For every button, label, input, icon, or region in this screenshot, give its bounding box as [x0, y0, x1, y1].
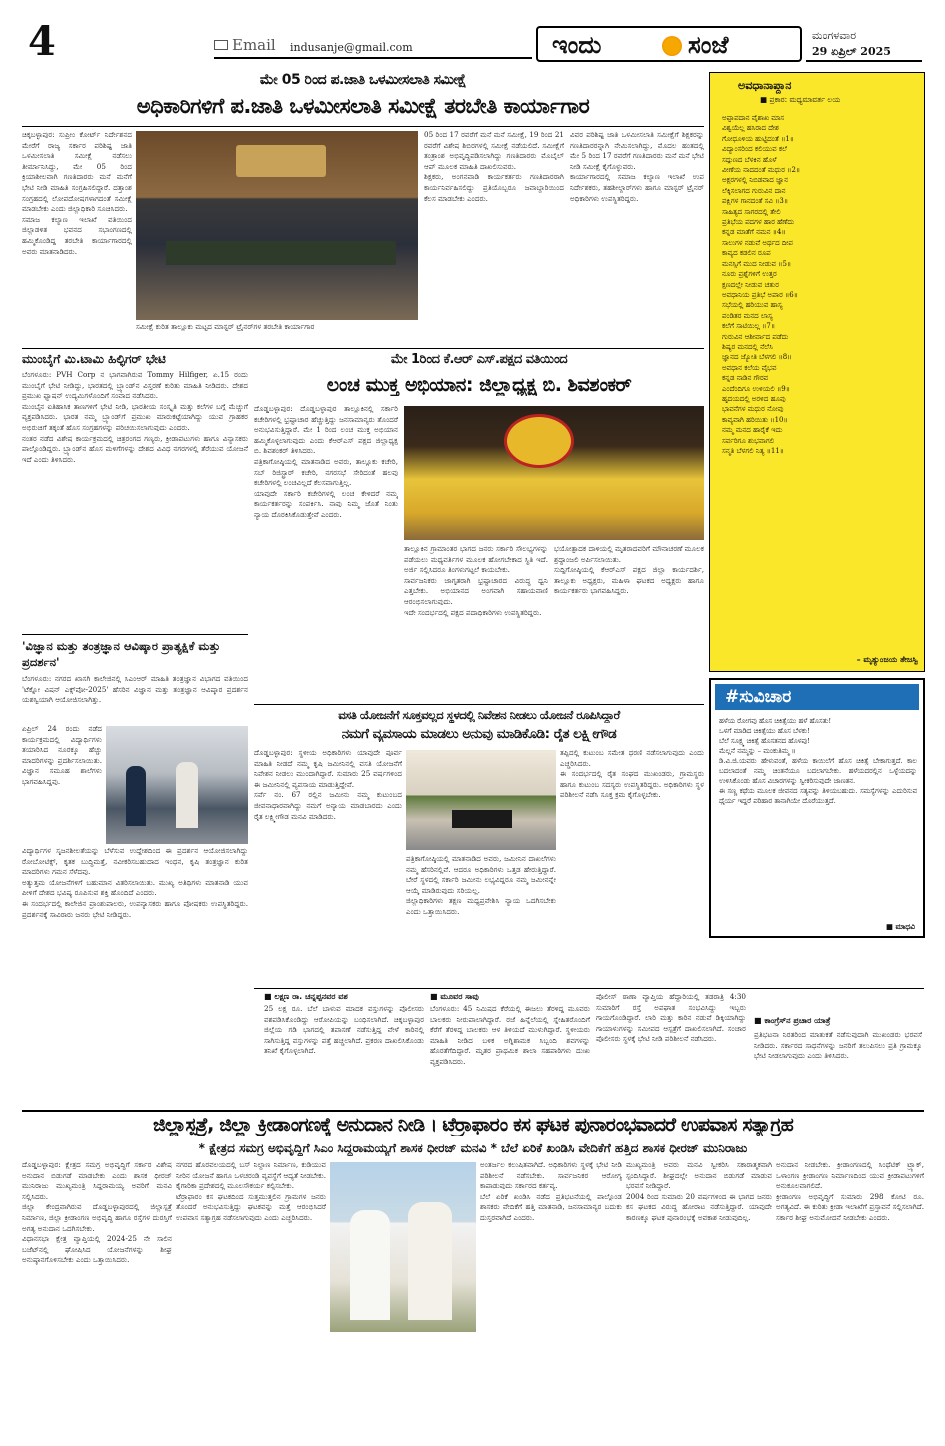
lokayukta-headline: ಲಂಚ ಮುಕ್ತ ಅಭಿಯಾನ: ಜಿಲ್ಲಾಧ್ಯಕ್ಷ ಬಿ. ಶಿವಶಂಕರ್ [326, 374, 632, 396]
bottom-top-rule [22, 1110, 924, 1112]
poem-author: – ಮೃತ್ಯುಂಜಯ ತೇಜಸ್ವಿ [856, 655, 918, 664]
thought-box [709, 678, 925, 938]
farmer-col1: ದೊಡ್ಡಬಳ್ಳಾಪುರ: ಸ್ಥಳೀಯ ಅಧಿಕಾರಿಗಳು ಯಾವುದೇ ಪೂರ್ವ ಮಾಹಿತಿ ನೀಡದೆ ನಮ್ಮ ಕೃಷಿ ಜಮೀನಿನಲ್ಲಿ ವಸತಿ ಯೋಜನೆಗೆ ನಿವೇಶನ ನೀಡಲು ಮುಂದಾಗಿದ್ದಾರೆ. ಸುಮಾರು 25 ವರ್ಷಗಳಿಂದ ಈ ಜಮೀನಿನಲ್ಲಿ ವ್ಯವಸಾಯ ಮಾಡುತ್ತಿದ್ದೇವೆ. ಸರ್ವೆ ನಂ. 67 ರಲ್ಲಿನ ಜಮೀನು ನಮ್ಮ ಕುಟುಂಬದ ಜೀವನಾಧಾರವಾಗಿದ್ದು ನಮಗೆ ಅನ್ಯಾಯ ಮಾಡಬಾರದು ಎಂದು ರೈತ ಲಕ್ಷ್ಮೀಗೌಡ ಮನವಿ ಮಾಡಿದರು. [254, 748, 402, 821]
page-number: 4 [28, 18, 56, 65]
masthead-rule-right [806, 60, 922, 62]
logo-text-left: ಇಂದು [552, 31, 602, 59]
bottom-col1: ದೊಡ್ಡಬಳ್ಳಾಪುರ: ಕ್ಷೇತ್ರದ ಸಮಗ್ರ ಅಭಿವೃದ್ಧಿಗೆ ಸರ್ಕಾರ ವಿಶೇಷ ಅನುದಾನ ಬಿಡುಗಡೆ ಮಾಡಬೇಕು ಎಂದು ಶಾಸಕ ಧೀರಜ್ ಮುನಿರಾಜು ಮುಖ್ಯಮಂತ್ರಿ ಸಿದ್ದರಾಮಯ್ಯ ಅವರಿಗೆ ಮನವಿ ಸಲ್ಲಿಸಿದರು. ಜಿಲ್ಲಾ ಕೇಂದ್ರವಾಗಿರುವ ದೊಡ್ಡಬಳ್ಳಾಪುರದಲ್ಲಿ ಜಿಲ್ಲಾಸ್ಪತ್ರೆ ನಿರ್ಮಾಣ, ಜಿಲ್ಲಾ ಕ್ರೀಡಾಂಗಣ ಅಭಿವೃದ್ಧಿ ಹಾಗೂ ರಸ್ತೆಗಳ ದುರಸ್ತಿಗೆ ಅಗತ್ಯ ಅನುದಾನ ಒದಗಿಸಬೇಕು. ವಿಧಾನಸಭಾ ಕ್ಷೇತ್ರ ವ್ಯಾಪ್ತಿಯಲ್ಲಿ 2024-25 ನೇ ಸಾಲಿನ ಬಜೆಟ್‌ನಲ್ಲಿ ಘೋಷಿಸಿದ ಯೋಜನೆಗಳನ್ನು ಶೀಘ್ರ ಅನುಷ್ಠಾನಗೊಳಿಸಬೇಕು ಎಂದು ಒತ್ತಾಯಿಸಿದರು. [22, 1160, 172, 1265]
farmer-col2: ಪತ್ರಿಕಾಗೋಷ್ಠಿಯಲ್ಲಿ ಮಾತನಾಡಿದ ಅವರು, ಜಮೀನಿನ ದಾಖಲೆಗಳು ನಮ್ಮ ಹೆಸರಿನಲ್ಲಿವೆ. ಆದರೂ ಅಧಿಕಾರಿಗಳು ಒತ್ತಡ ಹೇರುತ್ತಿದ್ದಾರೆ. ಬೇರೆ ಸ್ಥಳದಲ್ಲಿ ಸರ್ಕಾರಿ ಜಮೀನು ಲಭ್ಯವಿದ್ದರೂ ನಮ್ಮ ಜಮೀನನ್ನೇ ಆಯ್ಕೆ ಮಾಡಿರುವುದು ಸರಿಯಲ್ಲ. ಜಿಲ್ಲಾಧಿಕಾರಿಗಳು ತಕ್ಷಣ ಮಧ್ಯಪ್ರವೇಶಿಸಿ ನ್ಯಾಯ ಒದಗಿಸಬೇಕು ಎಂದು ಒತ್ತಾಯಿಸಿದರು. [406, 854, 556, 916]
email-address: indusanje@gmail.com [290, 41, 413, 54]
science-photo [106, 726, 248, 844]
masthead-rule-left [214, 57, 532, 59]
thought-body: ಹಳೆಯ ರೋಗವು ಹೊಸ ಚಿಕಿತ್ಸೆಯು ಹಳೆ ಹೊಸತು! ಒಳಗೆ ಮಾಡಿದ ಚಿಕಿತ್ಸೆಯು ಹೊಸ ಬೆಳಕು! ಬೆಲೆ ಸೂಕ್ಷ್ಮ ಚಿಕಿತ್ಸೆ ಹೊಸತನದ ಹೊಳಪು! ಮೆಲ್ಲನೆ ನಮ್ಮನ್ನು – ಮಂಕುತಿಮ್ಮ ॥ ಡಿ.ವಿ.ಜಿ.ಯವರು ಹೇಳುವಂತೆ, ಹಳೆಯ ಕಾಯಿಲೆಗೆ ಹೊಸ ಚಿಕಿತ್ಸೆ ಬೇಕಾಗುತ್ತದೆ. ಕಾಲ ಬದಲಾದಂತೆ ನಮ್ಮ ಚಿಂತನೆಯೂ ಬದಲಾಗಬೇಕು. ಹಳೆಯದರಲ್ಲಿನ ಒಳ್ಳೆಯದನ್ನು ಉಳಿಸಿಕೊಂಡು ಹೊಸ ವಿಚಾರಗಳನ್ನು ಸ್ವೀಕರಿಸುವುದೇ ಜಾಣತನ. ಈ ಸಣ್ಣ ಕಥೆಯ ಮೂಲಕ ಜೀವನದ ಸತ್ಯವನ್ನು ತಿಳಿಯಬಹುದು. ಸಮಸ್ಯೆಗಳನ್ನು ಎದುರಿಸುವ ಧೈರ್ಯ ಇದ್ದರೆ ಪರಿಹಾರ ತಾನಾಗಿಯೇ ದೊರೆಯುತ್ತದೆ. [719, 717, 917, 805]
mumbai-rule [22, 634, 248, 635]
mumbai-body: ಬೆಂಗಳೂರು: PVH Corp ನ ಭಾಗವಾಗಿರುವ Tommy Hilfiger, ಏ.15 ರಂದು ಮುಂಬೈಗೆ ಭೇಟಿ ನೀಡಿದ್ದು, ಭಾರತದಲ್ಲಿ ಬ್ರ್ಯಾಂಡ್‌ನ ವಿಸ್ತರಣೆ ಕುರಿತು ಮಾಹಿತಿ ನೀಡಿದರು. ದೇಶದ ಪ್ರಮುಖ ಫ್ಯಾಷನ್ ಉದ್ಯಮಿಗಳೊಂದಿಗೆ ಸಂವಾದ ನಡೆಸಿದರು. ಮುಂಬೈನ ಐತಿಹಾಸಿಕ ತಾಣಗಳಿಗೆ ಭೇಟಿ ನೀಡಿ, ಭಾರತೀಯ ಸಂಸ್ಕೃತಿ ಮತ್ತು ಕಲೆಗಳ ಬಗ್ಗೆ ಮೆಚ್ಚುಗೆ ವ್ಯಕ್ತಪಡಿಸಿದರು. ಭಾರತ ನಮ್ಮ ಬ್ರ್ಯಾಂಡ್‌ಗೆ ಪ್ರಮುಖ ಮಾರುಕಟ್ಟೆಯಾಗಿದ್ದು ಯುವ ಗ್ರಾಹಕರ ಅಭಿರುಚಿಗೆ ತಕ್ಕಂತೆ ಹೊಸ ಸಂಗ್ರಹಗಳನ್ನು ಪರಿಚಯಿಸಲಾಗುವುದು ಎಂದರು. ನಂತರ ನಡೆದ ವಿಶೇಷ ಕಾರ್ಯಕ್ರಮದಲ್ಲಿ ಚಿತ್ರರಂಗದ ಗಣ್ಯರು, ಕ್ರೀಡಾಪಟುಗಳು ಹಾಗೂ ವಿನ್ಯಾಸಕರು ಪಾಲ್ಗೊಂಡಿದ್ದರು. ಬ್ರ್ಯಾಂಡ್‌ನ ಹೊಸ ಮಳಿಗೆಗಳನ್ನು ದೇಶದ ವಿವಿಧ ನಗರಗಳಲ್ಲಿ ತೆರೆಯುವ ಯೋಜನೆ ಇದೆ ಎಂದು ತಿಳಿಸಿದರು. [22, 370, 248, 464]
envelope-icon [214, 40, 228, 50]
weekday: ಮಂಗಳವಾರ [812, 29, 857, 42]
thought-author: ■ ಮಾಧವಿ [885, 922, 915, 931]
date: 29 ಏಪ್ರಿಲ್ 2025 [812, 45, 891, 58]
science-headline: 'ವಿಜ್ಞಾನ ಮತ್ತು ತಂತ್ರಜ್ಞಾನ ಆವಿಷ್ಕಾರ ಪ್ರಾತ್ಯಕ್ಷಿಕೆ ಮತ್ತು ಪ್ರದರ್ಶನ' [22, 639, 221, 669]
science-lead: ಬೆಂಗಳೂರು: ನಗರದ ಖಾಸಗಿ ಕಾಲೇಜಿನಲ್ಲಿ ಸಿಎಂಆರ್ ಮಾಹಿತಿ ತಂತ್ರಜ್ಞಾನ ವಿಭಾಗದ ವತಿಯಿಂದ 'ಟೆಕ್ನೋ ವಿಷನ್ ಎಕ್ಸ್‌ಪೋ-2025' ಹೆಸರಿನ ವಿಜ್ಞಾನ ಮತ್ತು ತಂತ್ರಜ್ಞಾನ ಆವಿಷ್ಕಾರ ಪ್ರದರ್ಶನ ಯಶಸ್ವಿಯಾಗಿ ಆಯೋಜಿಸಲಾಗಿತ್ತು. [22, 674, 248, 705]
bottom-photo [330, 1162, 476, 1332]
farmer-headline: ನಮಗೆ ವ್ಯವಸಾಯ ಮಾಡಲು ಅನುವು ಮಾಡಿಕೊಡಿ: ರೈತ ಲಕ್ಷ್ಮೀಗೌಡ [341, 726, 617, 742]
bottom-headline: ಜಿಲ್ಲಾಸ್ಪತ್ರೆ, ಜಿಲ್ಲಾ ಕ್ರೀಡಾಂಗಣಕ್ಕೆ ಅನುದಾನ ನೀಡಿ । ಟೆರ್ರಾಫಾರಂ ಕಸ ಘಟಕ ಪುನಾರಂಭವಾದರೆ ಉಪವಾಸ ಸತ್ಯಾಗ್ರಹ [153, 1114, 793, 1136]
brief-4-title: ■ ಕಾಂಗ್ರೆಸ್‌ನ ಪ್ರಚಾರ ಯಾತ್ರೆ [754, 1016, 831, 1025]
brief-2-title: ■ ಮೂವರ ಸಾವು [430, 992, 479, 1001]
thought-title: #ಸುವಿಚಾರ [715, 684, 919, 710]
poem-title: ಅವಧಾನಾಪ್ದಾನ [738, 79, 792, 92]
mumbai-headline: ಮುಂಬೈಗೆ ಮಿ.ಟಾಮಿ ಹಿಲ್ಫಿಗರ್ ಭೇಟಿ [22, 352, 166, 366]
lokayukta-photo [404, 406, 704, 540]
logo-text-right: ಸಂಜೆ [688, 31, 729, 59]
lokayukta-col2: ತಾಲ್ಲೂಕಿನ ಗ್ರಾಮಾಂತರ ಭಾಗದ ಜನರು ಸರ್ಕಾರಿ ಸೌಲಭ್ಯಗಳನ್ನು ಪಡೆಯಲು ಮಧ್ಯವರ್ತಿಗಳ ಮೂಲಕ ಹೋಗಬೇಕಾದ ಸ್ಥಿತಿ ಇದೆ. ಅರ್ಜಿ ಸಲ್ಲಿಸಿದರೂ ತಿಂಗಳುಗಟ್ಟಲೆ ಕಾಯಬೇಕು. ಸಾರ್ವಜನಿಕರು ಜಾಗೃತರಾಗಿ ಭ್ರಷ್ಟಾಚಾರದ ವಿರುದ್ಧ ಧ್ವನಿ ಎತ್ತಬೇಕು. ಅಭಿಯಾನದ ಅಂಗವಾಗಿ ಸಹಾಯವಾಣಿ ಆರಂಭಿಸಲಾಗುವುದು. ಇದೇ ಸಂದರ್ಭದಲ್ಲಿ ಪಕ್ಷದ ಪದಾಧಿಕಾರಿಗಳು ಉಪಸ್ಥಿತರಿದ್ದರು. [404, 544, 548, 617]
lokayukta-rule [254, 704, 704, 705]
farmer-photo [406, 750, 556, 850]
science-col-left: ಏಪ್ರಿಲ್ 24 ರಂದು ನಡೆದ ಕಾರ್ಯಕ್ರಮದಲ್ಲಿ ವಿದ್ಯಾರ್ಥಿಗಳು ತಯಾರಿಸಿದ ನೂರಕ್ಕೂ ಹೆಚ್ಚು ಮಾದರಿಗಳನ್ನು ಪ್ರದರ್ಶಿಸಲಾಯಿತು. ವಿಜ್ಞಾನ ಸಮೂಹ ಶಾಲೆಗಳು ಭಾಗವಹಿಸಿದ್ದವು. [22, 724, 102, 786]
bottom-col5: ಅನುದಾನ ನೀಡಬೇಕು. ಕ್ರೀಡಾಂಗಣದಲ್ಲಿ ಸಿಂಥೆಟಿಕ್ ಟ್ರ್ಯಾಕ್, ಒಳಾಂಗಣ ಕ್ರೀಡಾಂಗಣ ನಿರ್ಮಾಣದಿಂದ ಯುವ ಕ್ರೀಡಾಪಟುಗಳಿಗೆ ಅನುಕೂಲವಾಗಲಿದೆ. ಕ್ರೀಡಾಂಗಣ ಅಭಿವೃದ್ಧಿಗೆ ಸುಮಾರು 298 ಕೋಟಿ ರೂ. ಅಗತ್ಯವಿದೆ. ಈ ಕುರಿತು ಕ್ರೀಡಾ ಇಲಾಖೆಗೆ ಪ್ರಸ್ತಾವನೆ ಸಲ್ಲಿಸಲಾಗಿದೆ. ಸರ್ಕಾರ ಶೀಘ್ರ ಅನುಮೋದನೆ ನೀಡಬೇಕು ಎಂದರು. [776, 1160, 924, 1222]
lead-col2: 05 ರಿಂದ 17 ರವರೆಗೆ ಮನೆ ಮನೆ ಸಮೀಕ್ಷೆ, 19 ರಿಂದ 21 ರವರೆಗೆ ವಿಶೇಷ ಶಿಬಿರಗಳಲ್ಲಿ ಸಮೀಕ್ಷೆ ನಡೆಯಲಿದೆ. ಸಮೀಕ್ಷೆಗೆ ತಂತ್ರಾಂಶ ಅಭಿವೃದ್ಧಿಪಡಿಸಲಾಗಿದ್ದು ಗಣತಿದಾರರು ಮೊಬೈಲ್ ಆಪ್ ಮೂಲಕ ಮಾಹಿತಿ ದಾಖಲಿಸುವರು. ಶಿಕ್ಷಕರು, ಅಂಗನವಾಡಿ ಕಾರ್ಯಕರ್ತರು ಗಣತಿದಾರರಾಗಿ ಕಾರ್ಯನಿರ್ವಹಿಸಲಿದ್ದು ಪ್ರತಿಯೊಬ್ಬರೂ ಜವಾಬ್ದಾರಿಯಿಂದ ಕೆಲಸ ಮಾಡಬೇಕು ಎಂದರು. [424, 130, 564, 203]
logo [536, 26, 802, 62]
lead-photo [136, 131, 418, 320]
bottom-subhead: * ಕ್ಷೇತ್ರದ ಸಮಗ್ರ ಅಭಿವೃದ್ಧಿಗೆ ಸಿಎಂ ಸಿದ್ದರಾಮಯ್ಯಗೆ ಶಾಸಕ ಧೀರಜ್ ಮನವಿ * ಬೆಲೆ ಏರಿಕೆ ಖಂಡಿಸಿ ವೇದಿಕೆಗೆ ಹತ್ತಿದ ಶಾಸಕ ಧೀರಜ್ ಮುನಿರಾಜು [198, 1141, 748, 1155]
lead-headline: ಅಧಿಕಾರಿಗಳಿಗೆ ಪ.ಜಾತಿ ಒಳಮೀಸಲಾತಿ ಸಮೀಕ್ಷೆ ತರಬೇತಿ ಕಾರ್ಯಾಗಾರ [136, 94, 590, 118]
brief-2-body: ಬೆಂಗಳೂರು: 45 ನಿಮಿಷದ ಕೆರೆಯಲ್ಲಿ ಈಜಲು ತೆರಳಿದ್ದ ಮೂವರು ಬಾಲಕರು ನೀರುಪಾಲಾಗಿದ್ದಾರೆ. ರಜೆ ಹಿನ್ನೆಲೆಯಲ್ಲಿ ಸ್ನೇಹಿತರೊಂದಿಗೆ ಕೆರೆಗೆ ತೆರಳಿದ್ದ ಬಾಲಕರು ಆಳ ತಿಳಿಯದೆ ಮುಳುಗಿದ್ದಾರೆ. ಸ್ಥಳೀಯರು ಮಾಹಿತಿ ನೀಡಿದ ಬಳಿಕ ಅಗ್ನಿಶಾಮಕ ಸಿಬ್ಬಂದಿ ಶವಗಳನ್ನು ಹೊರತೆಗೆದಿದ್ದಾರೆ. ಮೃತರ ಪ್ರಾಥಮಿಕ ಶಾಲಾ ಸಹಪಾಠಿಗಳು ದುಃಖ ವ್ಯಕ್ತಪಡಿಸಿದರು. [430, 1004, 590, 1066]
poem-box [709, 72, 925, 672]
bottom-col4: ಮುಖ್ಯಮಂತ್ರಿ ಅವರು ಮನವಿ ಸ್ವೀಕರಿಸಿ ಸಕಾರಾತ್ಮಕವಾಗಿ ಸ್ಪಂದಿಸಿದ್ದಾರೆ. ಶೀಘ್ರದಲ್ಲೇ ಅನುದಾನ ಬಿಡುಗಡೆ ಮಾಡುವ ಭರವಸೆ ನೀಡಿದ್ದಾರೆ. 2004 ರಿಂದ ಸುಮಾರು 20 ವರ್ಷಗಳಿಂದ ಈ ಭಾಗದ ಜನರು ಕಸ ಘಟಕದ ವಿರುದ್ಧ ಹೋರಾಟ ನಡೆಸುತ್ತಿದ್ದಾರೆ. ಯಾವುದೇ ಕಾರಣಕ್ಕೂ ಘಟಕ ಪುನಾರಂಭಕ್ಕೆ ಅವಕಾಶ ನೀಡುವುದಿಲ್ಲ. [626, 1160, 772, 1222]
brief-3-body: ಪೊಲೀಸ್ ಠಾಣಾ ವ್ಯಾಪ್ತಿಯ ಹೆದ್ದಾರಿಯಲ್ಲಿ ತಡರಾತ್ರಿ 4:30 ಸುಮಾರಿಗೆ ರಸ್ತೆ ಅಪಘಾತ ಸಂಭವಿಸಿದ್ದು ಇಬ್ಬರು ಗಾಯಗೊಂಡಿದ್ದಾರೆ. ಲಾರಿ ಮತ್ತು ಕಾರಿನ ನಡುವೆ ಡಿಕ್ಕಿಯಾಗಿದ್ದು ಗಾಯಾಳುಗಳನ್ನು ಸಮೀಪದ ಆಸ್ಪತ್ರೆಗೆ ದಾಖಲಿಸಲಾಗಿದೆ. ಸಂಚಾರ ಪೊಲೀಸರು ಸ್ಥಳಕ್ಕೆ ಭೇಟಿ ನೀಡಿ ಪರಿಶೀಲನೆ ನಡೆಸಿದರು. [596, 992, 746, 1044]
bottom-col2: ನಗರದ ಹೊರವಲಯದಲ್ಲಿ ಬಸ್ ನಿಲ್ದಾಣ ನಿರ್ಮಾಣ, ಕುಡಿಯುವ ನೀರಿನ ಯೋಜನೆ ಹಾಗೂ ಒಳಚರಂಡಿ ವ್ಯವಸ್ಥೆಗೆ ಆದ್ಯತೆ ನೀಡಬೇಕು. ಕೈಗಾರಿಕಾ ಪ್ರದೇಶದಲ್ಲಿ ಮೂಲಸೌಕರ್ಯ ಕಲ್ಪಿಸಬೇಕು. ಟೆರ್ರಾಫಾರಂ ಕಸ ಘಟಕದಿಂದ ಸುತ್ತಮುತ್ತಲಿನ ಗ್ರಾಮಗಳ ಜನರು ತೊಂದರೆ ಅನುಭವಿಸುತ್ತಿದ್ದು ಘಟಕವನ್ನು ಮತ್ತೆ ಆರಂಭಿಸಿದರೆ ಉಪವಾಸ ಸತ್ಯಾಗ್ರಹ ನಡೆಸಲಾಗುವುದು ಎಂದು ಎಚ್ಚರಿಸಿದರು. [176, 1160, 326, 1222]
brief-1-title: ■ ಲಕ್ಷ್ಮಣ ರಾ. ಚನ್ನಪ್ಪನವರ ವಶ [264, 992, 348, 1001]
email-label: Email [232, 36, 276, 54]
farmer-col3: ತಪ್ಪಿದಲ್ಲಿ ಕುಟುಂಬ ಸಮೇತ ಧರಣಿ ನಡೆಸಲಾಗುವುದು ಎಂದು ಎಚ್ಚರಿಸಿದರು. ಈ ಸಂದರ್ಭದಲ್ಲಿ ರೈತ ಸಂಘದ ಮುಖಂಡರು, ಗ್ರಾಮಸ್ಥರು ಹಾಗೂ ಕುಟುಂಬ ಸದಸ್ಯರು ಉಪಸ್ಥಿತರಿದ್ದರು. ಅಧಿಕಾರಿಗಳು ಸ್ಥಳ ಪರಿಶೀಲನೆ ನಡೆಸಿ ಸೂಕ್ತ ಕ್ರಮ ಕೈಗೊಳ್ಳಬೇಕು. [560, 748, 704, 800]
farmer-kicker: ವಸತಿ ಯೋಜನೆಗೆ ಸೂಕ್ತವಲ್ಲದ ಸ್ಥಳದಲ್ಲಿ ನಿವೇಶನ ನೀಡಲು ಯೋಜನೆ ರೂಪಿಸಿದ್ದಾರೆ [338, 708, 620, 722]
bottom-col3: ಅಂತರ್ಜಲ ಕಲುಷಿತವಾಗಿದೆ. ಅಧಿಕಾರಿಗಳು ಸ್ಥಳಕ್ಕೆ ಭೇಟಿ ನೀಡಿ ಪರಿಶೀಲನೆ ನಡೆಸಬೇಕು. ಸಾರ್ವಜನಿಕರ ಆರೋಗ್ಯ ಕಾಪಾಡುವುದು ಸರ್ಕಾರದ ಕರ್ತವ್ಯ. ಬೆಲೆ ಏರಿಕೆ ಖಂಡಿಸಿ ನಡೆದ ಪ್ರತಿಭಟನೆಯಲ್ಲಿ ಪಾಲ್ಗೊಂಡ ಶಾಸಕರು ವೇದಿಕೆಗೆ ಹತ್ತಿ ಮಾತನಾಡಿ, ಜನಸಾಮಾನ್ಯರ ಬದುಕು ದುಸ್ತರವಾಗಿದೆ ಎಂದರು. [480, 1160, 622, 1222]
lokayukta-col3: ಭಯೋತ್ಪಾದಕ ದಾಳಿಯಲ್ಲಿ ಮೃತರಾದವರಿಗೆ ಮೌನಾಚರಣೆ ಮೂಲಕ ಶ್ರದ್ಧಾಂಜಲಿ ಅರ್ಪಿಸಲಾಯಿತು. ಸುದ್ದಿಗೋಷ್ಠಿಯಲ್ಲಿ ಕೆಆರ್‌ಎಸ್ ಪಕ್ಷದ ಜಿಲ್ಲಾ ಕಾರ್ಯದರ್ಶಿ, ತಾಲ್ಲೂಕು ಅಧ್ಯಕ್ಷರು, ಮಹಿಳಾ ಘಟಕದ ಅಧ್ಯಕ್ಷರು ಹಾಗೂ ಕಾರ್ಯಕರ್ತರು ಭಾಗವಹಿಸಿದ್ದರು. [554, 544, 704, 596]
briefs-rule [254, 988, 924, 989]
lokayukta-col1: ದೊಡ್ಡಬಳ್ಳಾಪುರ: ದೊಡ್ಡಬಳ್ಳಾಪುರ ತಾಲ್ಲೂಕಿನಲ್ಲಿ ಸರ್ಕಾರಿ ಕಚೇರಿಗಳಲ್ಲಿ ಭ್ರಷ್ಟಾಚಾರ ಹೆಚ್ಚುತ್ತಿದ್ದು ಜನಸಾಮಾನ್ಯರು ತೊಂದರೆ ಅನುಭವಿಸುತ್ತಿದ್ದಾರೆ. ಮೇ 1 ರಿಂದ ಲಂಚ ಮುಕ್ತ ಅಭಿಯಾನ ಹಮ್ಮಿಕೊಳ್ಳಲಾಗುವುದು ಎಂದು ಕೆಆರ್‌ಎಸ್ ಪಕ್ಷದ ಜಿಲ್ಲಾಧ್ಯಕ್ಷ ಬಿ. ಶಿವಶಂಕರ್ ತಿಳಿಸಿದರು. ಪತ್ರಿಕಾಗೋಷ್ಠಿಯಲ್ಲಿ ಮಾತನಾಡಿದ ಅವರು, ತಾಲ್ಲೂಕು ಕಚೇರಿ, ಸಬ್ ರಿಜಿಸ್ಟ್ರಾರ್ ಕಚೇರಿ, ನಗರಸಭೆ ಸೇರಿದಂತೆ ಹಲವು ಕಚೇರಿಗಳಲ್ಲಿ ಲಂಚವಿಲ್ಲದೆ ಕೆಲಸವಾಗುತ್ತಿಲ್ಲ. ಯಾವುದೇ ಸರ್ಕಾರಿ ಕಚೇರಿಗಳಲ್ಲಿ ಲಂಚ ಕೇಳಿದರೆ ನಮ್ಮ ಕಾರ್ಯಕರ್ತರನ್ನು ಸಂಪರ್ಕಿಸಿ. ನಾವು ನಿಮ್ಮ ಜೊತೆ ನಿಂತು ನ್ಯಾಯ ದೊರಕಿಸಿಕೊಡುತ್ತೇವೆ ಎಂದರು. [254, 404, 398, 519]
poem-body: ಅಪ್ಪಾಪದಾನ ವೈಶಾಖ ಮಾಸ ವಿಶ್ವಯೆಲ್ಲ ಹಸಿರಾದ ದೇಶ ಗೋಧೂಳಿಯ ಹುಟ್ಟಿದಂತೆ ॥1॥ ವಿದ್ಯಾಂಸರಿಂದ ಕಲಿಯುವ ಕಲೆ ಸದ್ಗುಣದ ಬೆಳಕಿನ ಹೊಳೆ ವೀಣೆಯ ನಾದದಂತೆ ಮಧುರ ॥2॥ ಅಕ್ಷರಗಳಲ್ಲಿ ನಿಬಿಡವಾದ ಜ್ಞಾನ ಲೆಕ್ಕಿಸಲಾಗದ ಗುರುವಿನ ದಾನ ಪಕ್ಷಿಗಳ ಗಾನದಂತೆ ಸವಿ ॥3॥ ಸಾಹಿತ್ಯದ ಸಾಗರದಲ್ಲಿ ತೇಲಿ ಪ್ರತಿಭೆಯ ಪದಗಳ ಹಾರ ಹೆಣೆದು ಕನ್ನಡ ಮಾತೆಗೆ ನಮನ ॥4॥ ಸಾಲುಗಳ ನಡುವೆ ಅರ್ಥದ ದೀಪ ಕಾವ್ಯದ ಕಡಲಿನ ರೂಪ ಮನಸ್ಸಿಗೆ ಮುದ ನೀಡುವ ॥5॥ ನೂರು ಪ್ರಶ್ನೆಗಳಿಗೆ ಉತ್ತರ ಕ್ಷಣದಲ್ಲೇ ನೀಡುವ ಚತುರ ಅವಧಾನಿಯ ಪ್ರತಿಭೆ ಅಪಾರ ॥6॥ ಸಭೆಯಲ್ಲಿ ಹರಿಯುವ ಹಾಸ್ಯ ಪಂಡಿತರ ಮನದ ಲಾಸ್ಯ ಕಲೆಗೆ ಸಾಟಿಯಿಲ್ಲ ॥7॥ ಗುರುವಿನ ಆಶೀರ್ವಾದ ಪಡೆದು ಶಿಷ್ಯರ ಮನದಲ್ಲಿ ನೆಲೆಸಿ ಜ್ಞಾನದ ಜ್ಯೋತಿ ಬೆಳಗಲಿ ॥8॥ ಅವಧಾನ ಕಲೆಯ ವೈಭವ ಕನ್ನಡ ನಾಡಿನ ಗೌರವ ಎಂದೆಂದಿಗೂ ಉಳಿಯಲಿ ॥9॥ ಹೃದಯದಲ್ಲಿ ಅರಳಿದ ಹೂವು ಭಾವನೆಗಳ ಮಧುರ ನೋವು ಕಾವ್ಯವಾಗಿ ಹರಿಯಿತು ॥10॥ ನಮ್ಮ ಮನದ ಹಾರೈಕೆ ಇದು ಸರ್ವರಿಗೂ ಶುಭವಾಗಲಿ ಸನ್ಮತಿ ಬೆಳಗಲಿ ನಿತ್ಯ ॥11॥ [722, 114, 801, 455]
lead-kicker: ಮೇ 05 ರಿಂದ ಪ.ಜಾತಿ ಒಳಮೀಸಲಾತಿ ಸಮೀಕ್ಷೆ [259, 72, 467, 88]
lead-col1: ಚಿಕ್ಕಬಳ್ಳಾಪುರ: ಸುಪ್ರೀಂ ಕೋರ್ಟ್ ನಿರ್ದೇಶನದ ಮೇರೆಗೆ ರಾಜ್ಯ ಸರ್ಕಾರ ಪರಿಶಿಷ್ಟ ಜಾತಿ ಒಳಮೀಸಲಾತಿ ಸಮೀಕ್ಷೆ ನಡೆಸಲು ತೀರ್ಮಾನಿಸಿದ್ದು, ಮೇ 05 ರಿಂದ ಕ್ರಿಯಾಶೀಲವಾಗಿ ಗಣತಿದಾರರು ಮನೆ ಮನೆಗೆ ಭೇಟಿ ನೀಡಿ ಮಾಹಿತಿ ಸಂಗ್ರಹಿಸಲಿದ್ದಾರೆ. ದತ್ತಾಂಶ ಸಂಗ್ರಹದಲ್ಲಿ ಲೋಪದೋಷಗಳಾಗದಂತೆ ಸಮೀಕ್ಷೆ ಮಾಡಬೇಕು ಎಂದು ಜಿಲ್ಲಾಧಿಕಾರಿ ಸೂಚಿಸಿದರು. ಸಮಾಜ ಕಲ್ಯಾಣ ಇಲಾಖೆ ವತಿಯಿಂದ ಜಿಲ್ಲಾಡಳಿತ ಭವನದ ಸಭಾಂಗಣದಲ್ಲಿ ಹಮ್ಮಿಕೊಂಡಿದ್ದ ತರಬೇತಿ ಕಾರ್ಯಾಗಾರದಲ್ಲಿ ಅವರು ಮಾತನಾಡಿದರು. [22, 130, 132, 256]
brief-1-body: 25 ಲಕ್ಷ ರೂ. ಬೆಲೆ ಬಾಳುವ ಮಾದಕ ವಸ್ತುಗಳನ್ನು ಪೊಲೀಸರು ವಶಪಡಿಸಿಕೊಂಡಿದ್ದು ಆರೋಪಿಯನ್ನು ಬಂಧಿಸಲಾಗಿದೆ. ಚಿಕ್ಕಬಳ್ಳಾಪುರ ಜಿಲ್ಲೆಯ ಗಡಿ ಭಾಗದಲ್ಲಿ ತಪಾಸಣೆ ನಡೆಸುತ್ತಿದ್ದ ವೇಳೆ ಕಾರಿನಲ್ಲಿ ಸಾಗಿಸುತ್ತಿದ್ದ ವಸ್ತುಗಳನ್ನು ಪತ್ತೆ ಹಚ್ಚಲಾಗಿದೆ. ಪ್ರಕರಣ ದಾಖಲಿಸಿಕೊಂಡು ತನಿಖೆ ಕೈಗೊಳ್ಳಲಾಗಿದೆ. [264, 1004, 424, 1056]
science-body: ವಿದ್ಯಾರ್ಥಿಗಳ ಸೃಜನಶೀಲತೆಯನ್ನು ಬೆಳೆಸುವ ಉದ್ದೇಶದಿಂದ ಈ ಪ್ರದರ್ಶನ ಆಯೋಜಿಸಲಾಗಿದ್ದು ರೋಬೋಟಿಕ್ಸ್, ಕೃತಕ ಬುದ್ಧಿಮತ್ತೆ, ನವೀಕರಿಸಬಹುದಾದ ಇಂಧನ, ಕೃಷಿ ತಂತ್ರಜ್ಞಾನ ಕುರಿತ ಮಾದರಿಗಳು ಗಮನ ಸೆಳೆದವು. ಅತ್ಯುತ್ತಮ ಯೋಜನೆಗಳಿಗೆ ಬಹುಮಾನ ವಿತರಿಸಲಾಯಿತು. ಮುಖ್ಯ ಅತಿಥಿಗಳು ಮಾತನಾಡಿ ಯುವ ಪೀಳಿಗೆ ದೇಶದ ಭವಿಷ್ಯ ರೂಪಿಸುವ ಶಕ್ತಿ ಹೊಂದಿದೆ ಎಂದರು. ಈ ಸಂದರ್ಭದಲ್ಲಿ ಕಾಲೇಜಿನ ಪ್ರಾಂಶುಪಾಲರು, ಉಪನ್ಯಾಸಕರು ಹಾಗೂ ಪೋಷಕರು ಉಪಸ್ಥಿತರಿದ್ದರು. ಪ್ರದರ್ಶನಕ್ಕೆ ಸಾವಿರಾರು ಜನರು ಭೇಟಿ ನೀಡಿದ್ದರು. [22, 846, 248, 919]
brief-4-body: ಪ್ರತಿಭಟನಾ ನಿರತರಿಂದ ಮಾತುಕತೆ ನಡೆಸುವುದಾಗಿ ಮುಖಂಡರು ಭರವಸೆ ನೀಡಿದರು. ಸರ್ಕಾರದ ಸಾಧನೆಗಳನ್ನು ಜನರಿಗೆ ತಲುಪಿಸಲು ಪ್ರತಿ ಗ್ರಾಮಕ್ಕೂ ಭೇಟಿ ನೀಡಲಾಗುವುದು ಎಂದು ತಿಳಿಸಿದರು. [754, 1030, 922, 1061]
lead-col3: ವಿವರ ಪರಿಶಿಷ್ಟ ಜಾತಿ ಒಳಮೀಸಲಾತಿ ಸಮೀಕ್ಷೆಗೆ ಶಿಕ್ಷಕರನ್ನು ಗಣತಿದಾರರನ್ನಾಗಿ ನೇಮಿಸಲಾಗಿದ್ದು, ಮೊದಲ ಹಂತದಲ್ಲಿ ಮೇ 5 ರಿಂದ 17 ರವರೆಗೆ ಗಣತಿದಾರರು ಮನೆ ಮನೆ ಭೇಟಿ ನೀಡಿ ಸಮೀಕ್ಷೆ ಕೈಗೊಳ್ಳುವರು. ಕಾರ್ಯಾಗಾರದಲ್ಲಿ ಸಮಾಜ ಕಲ್ಯಾಣ ಇಲಾಖೆ ಉಪ ನಿರ್ದೇಶಕರು, ತಹಶೀಲ್ದಾರ್‌ಗಳು ಹಾಗೂ ಮಾಸ್ಟರ್ ಟ್ರೈನರ್ ಅಧಿಕಾರಿಗಳು ಉಪಸ್ಥಿತರಿದ್ದರು. [570, 130, 704, 203]
sun-icon [662, 36, 682, 56]
lead-rule [22, 126, 704, 127]
masthead [0, 0, 945, 64]
poem-subtitle: ■ ಪ್ರಕಾರ: ಮಧ್ಯಮಾವರ್ತ ಲಯ [760, 95, 841, 104]
lead-bottom-rule [22, 348, 704, 349]
lokayukta-kicker: ಮೇ 1ರಿಂದ ಕೆ.ಆರ್ ಎಸ್.ಪಕ್ಷದ ವತಿಯಿಂದ [390, 352, 568, 367]
lead-photo-caption: ಸಮೀಕ್ಷೆ ಕುರಿತ ತಾಲ್ಲೂಕು ಮಟ್ಟದ ಮಾಸ್ಟರ್ ಟ್ರೈನರ್‌ಗಳ ತರಬೇತಿ ಕಾರ್ಯಾಗಾರ [136, 322, 315, 331]
